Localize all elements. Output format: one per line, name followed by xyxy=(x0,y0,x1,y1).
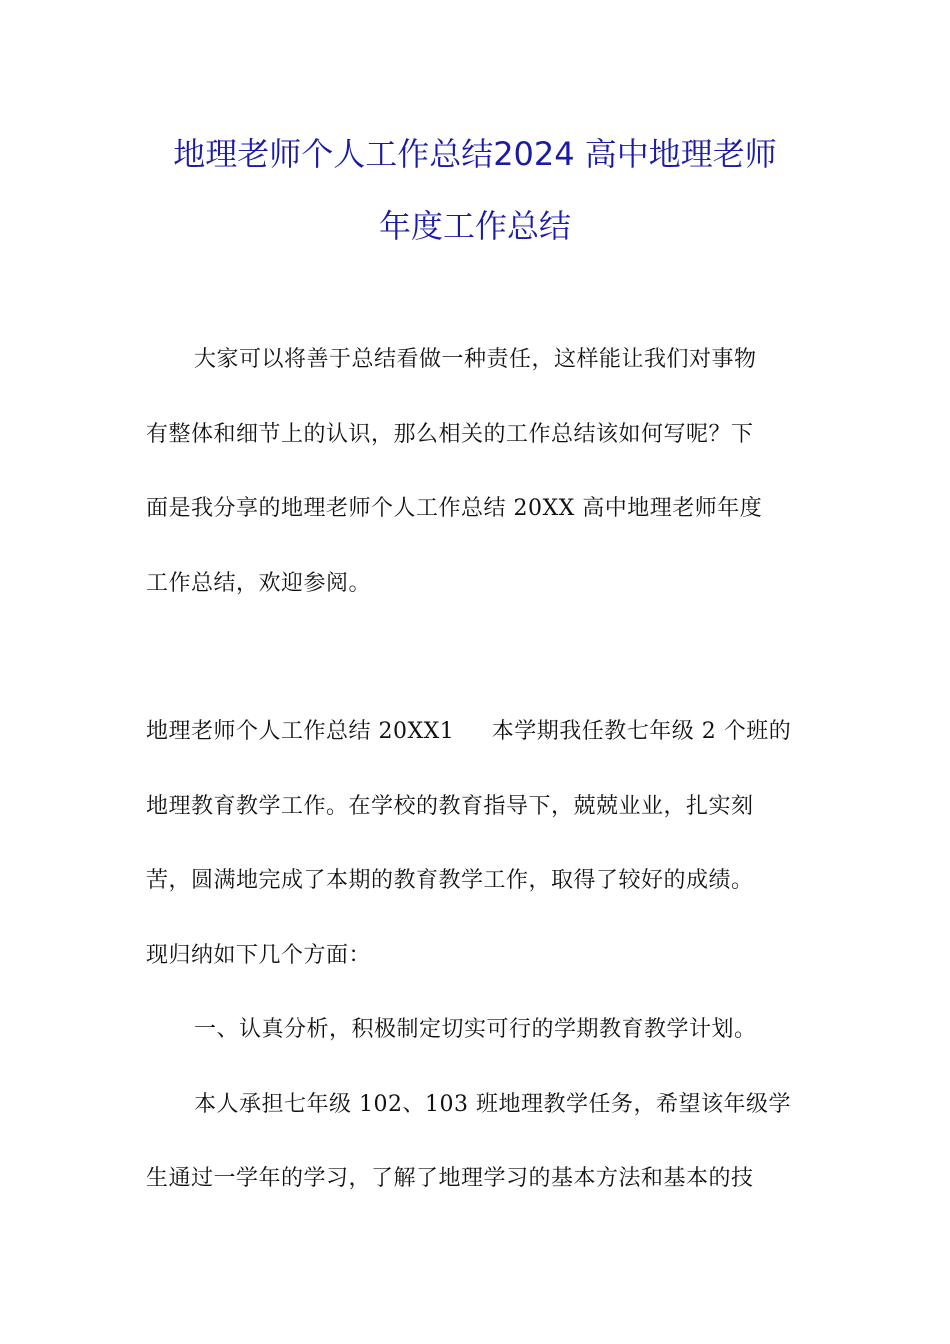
body-line-3: 苦，圆满地完成了本期的教育教学工作，取得了较好的成绩。 xyxy=(146,868,754,893)
document-title-line-1: 地理老师个人工作总结2024 高中地理老师 xyxy=(173,135,777,173)
body-line-4: 现归纳如下几个方面： xyxy=(146,943,372,968)
intro-line-4: 工作总结，欢迎参阅。 xyxy=(146,571,372,596)
body-line-1: 地理老师个人工作总结 20XX1 本学期我任教七年级 2 个班的 xyxy=(146,719,792,744)
body-line-2: 地理教育教学工作。在学校的教育指导下，兢兢业业，扎实刻 xyxy=(146,794,754,819)
body-line-6: 本人承担七年级 102、103 班地理教学任务，希望该年级学 xyxy=(194,1092,791,1117)
body-line-7: 生通过一学年的学习，了解了地理学习的基本方法和基本的技 xyxy=(146,1166,754,1191)
intro-line-1: 大家可以将善于总结看做一种责任，这样能让我们对事物 xyxy=(194,347,757,372)
intro-line-3: 面是我分享的地理老师个人工作总结 20XX 高中地理老师年度 xyxy=(146,496,763,521)
section-heading-1: 一、认真分析，积极制定切实可行的学期教育教学计划。 xyxy=(194,1017,757,1042)
document-title-line-2: 年度工作总结 xyxy=(378,207,571,245)
intro-line-2: 有整体和细节上的认识，那么相关的工作总结该如何写呢？下 xyxy=(146,422,754,447)
